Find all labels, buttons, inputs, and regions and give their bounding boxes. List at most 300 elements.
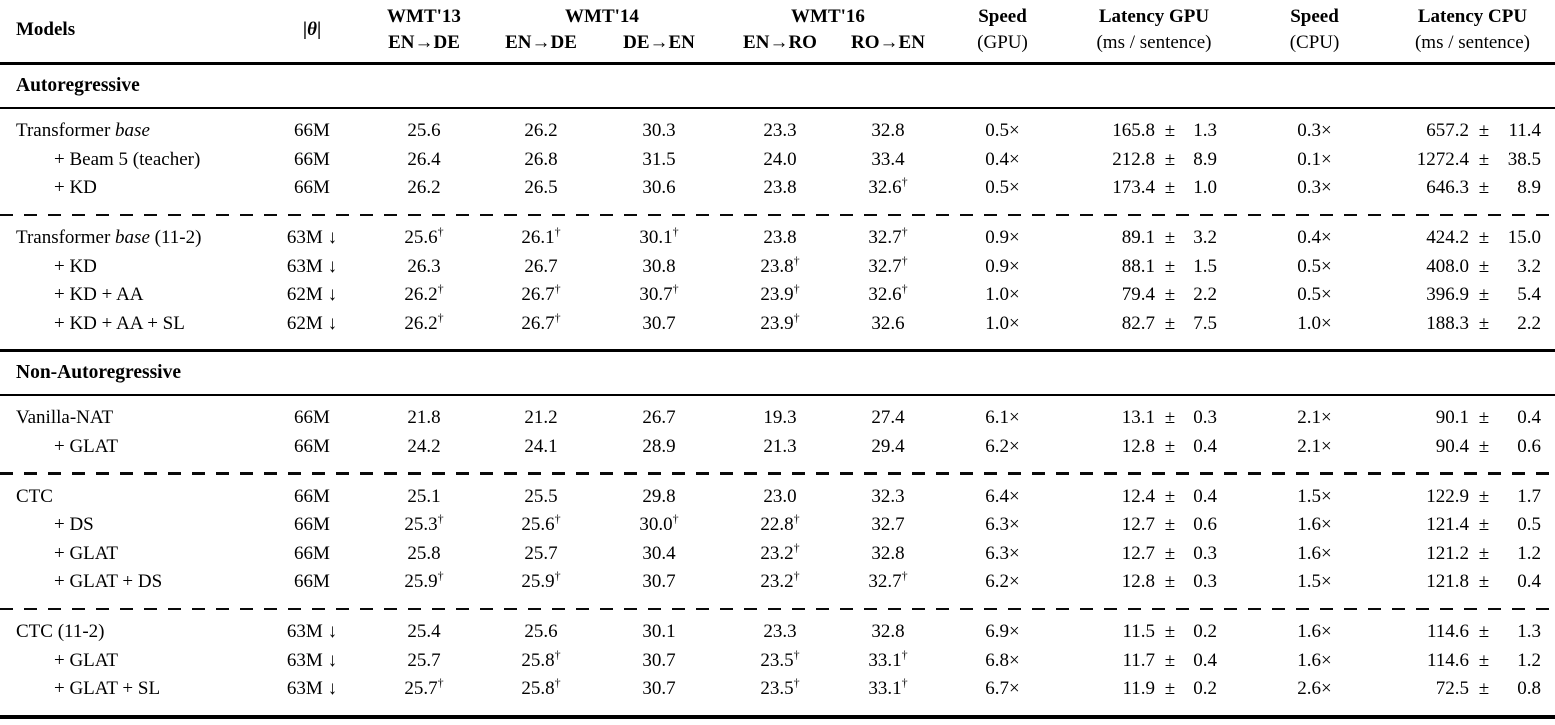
row-group [0,475,1555,608]
table-row [0,281,1555,310]
bleu-wmt13-en-de-cell: 25.4 [407,621,441,643]
bleu-wmt14-de-en-cell: 30.7 [642,678,676,700]
latency-cpu-cell [1390,284,1555,306]
latency-value: 408.0 [1426,255,1469,277]
bleu-wmt16-ro-en-cell: 32.6† [868,281,908,306]
model-cell: Transformer base [16,120,150,142]
bleu-wmt16-ro-en-cell: 32.8 [871,542,905,564]
dagger-mark: † [437,310,444,325]
dagger-mark: † [554,281,561,296]
bleu-wmt16-en-ro-cell: 23.8 [763,177,797,199]
latency-value: 11.9 [1122,678,1155,700]
param-count-cell: 66M [294,407,330,429]
latency-cpu-cell [1390,149,1555,171]
dagger-mark: † [901,253,908,268]
bleu-wmt14-de-en-cell: 30.7 [642,571,676,593]
dagger-mark: † [554,511,561,526]
latency-value: 396.9 [1426,284,1469,306]
col-header-models: Models [16,19,76,40]
param-count-cell: 62M ↓ [286,312,338,334]
bleu-wmt16-en-ro-cell: 23.8 [763,227,797,249]
param-count-cell: 66M [294,542,330,564]
speed-cpu-cell: 2.6× [1297,678,1332,700]
table-row [0,568,1555,597]
subcol-header-wmt16-en-ro: EN→RO [743,32,817,53]
dagger-mark: † [437,281,444,296]
latency-stddev: 1.5 [1193,255,1217,277]
subcol-header-wmt14-en-de: EN→DE [505,32,577,53]
bleu-wmt14-en-de-cell: 24.1 [524,435,558,457]
latency-value: 657.2 [1426,120,1469,142]
table-row [0,146,1555,175]
bleu-wmt14-en-de-cell: 26.7† [521,281,561,306]
model-cell: + GLAT + SL [54,678,161,700]
plus-minus-sign: ± [1478,678,1490,700]
param-count-cell: 66M [294,514,330,536]
section-header-autoregressive: Autoregressive [16,75,140,96]
latency-cpu-cell [1390,571,1555,593]
dagger-mark: † [554,310,561,325]
speed-cpu-cell: 0.3× [1297,120,1332,142]
row-group [0,610,1555,715]
bleu-wmt16-en-ro-cell: 23.5† [760,647,800,671]
latency-value: 165.8 [1112,120,1155,142]
dagger-mark: † [437,675,444,690]
param-count-cell: 62M ↓ [286,284,338,306]
param-count-cell: 66M [294,148,330,170]
bleu-wmt14-en-de-cell: 25.6 [524,621,558,643]
latency-gpu-cell [1069,621,1239,643]
bleu-wmt16-ro-en-cell: 29.4 [871,435,905,457]
latency-value: 90.4 [1435,435,1469,457]
subcol-header-wmt14-de-en: DE→EN [623,32,695,53]
latency-stddev: 2.2 [1517,312,1541,334]
bleu-wmt16-ro-en-cell: 32.7 [871,514,905,536]
bleu-wmt14-en-de-cell: 26.2 [524,120,558,142]
row-group [0,396,1555,472]
latency-value: 88.1 [1121,255,1155,277]
bleu-wmt16-en-ro-cell: 19.3 [763,407,797,429]
latency-gpu-cell [1069,256,1239,278]
model-cell: Vanilla-NAT [16,407,114,429]
speed-gpu-cell: 0.4× [985,148,1020,170]
speed-gpu-cell: 6.8× [985,649,1020,671]
dagger-mark: † [793,310,800,325]
bleu-wmt16-en-ro-cell: 23.9† [760,310,800,334]
model-cell: + KD [54,177,97,199]
table-row [0,483,1555,512]
bleu-wmt13-en-de-cell: 25.6† [404,224,444,249]
latency-gpu-cell [1069,571,1239,593]
bleu-wmt16-en-ro-cell: 23.9† [760,281,800,306]
bleu-wmt14-de-en-cell: 30.1† [639,224,679,249]
table-header [0,0,1555,62]
plus-minus-sign: ± [1164,542,1176,564]
col-header-speed-gpu-sub: (GPU) [977,32,1028,53]
col-header-latency-cpu-sub: (ms / sentence) [1414,32,1530,53]
speed-gpu-cell: 6.3× [985,514,1020,536]
table-row [0,618,1555,647]
table-row [0,253,1555,282]
model-cell: CTC [16,485,53,507]
latency-cpu-cell [1390,486,1555,508]
latency-cpu-cell [1390,120,1555,142]
latency-gpu-cell [1069,177,1239,199]
bleu-wmt16-ro-en-cell: 32.6 [871,312,905,334]
bleu-wmt13-en-de-cell: 25.7† [404,675,444,700]
latency-stddev: 0.8 [1517,678,1541,700]
speed-cpu-cell: 0.5× [1297,255,1332,277]
table-row [0,174,1555,203]
speed-gpu-cell: 0.9× [985,227,1020,249]
param-bar-right: | [316,19,322,40]
latency-cpu-cell [1390,650,1555,672]
dagger-mark: † [554,647,561,662]
col-header-speed-cpu: Speed [1290,6,1339,27]
speed-gpu-cell: 6.2× [985,435,1020,457]
bleu-wmt13-en-de-cell: 26.2† [404,310,444,334]
bleu-wmt16-ro-en-cell: 32.8 [871,120,905,142]
latency-stddev: 0.4 [1193,649,1217,671]
bleu-wmt13-en-de-cell: 25.3† [404,511,444,536]
latency-stddev: 2.2 [1193,284,1217,306]
table-row [0,117,1555,146]
latency-stddev: 1.2 [1517,649,1541,671]
bleu-wmt13-en-de-cell: 21.8 [407,407,441,429]
col-header-latency-gpu: Latency GPU [1098,6,1210,27]
plus-minus-sign: ± [1164,514,1176,536]
bleu-wmt16-ro-en-cell: 32.7† [868,224,908,249]
latency-gpu-cell [1069,678,1239,700]
col-header-latency-gpu-sub: (ms / sentence) [1096,32,1212,53]
table-body [0,65,1555,715]
latency-cpu-cell [1390,177,1555,199]
bleu-wmt13-en-de-cell: 24.2 [407,435,441,457]
table-row [0,675,1555,704]
speed-gpu-cell: 6.7× [985,678,1020,700]
latency-stddev: 0.3 [1193,542,1217,564]
bleu-wmt14-de-en-cell: 28.9 [642,435,676,457]
plus-minus-sign: ± [1164,284,1176,306]
speed-cpu-cell: 1.5× [1297,571,1332,593]
row-group [0,216,1555,349]
bleu-wmt14-en-de-cell: 25.9† [521,568,561,593]
bleu-wmt14-en-de-cell: 21.2 [524,407,558,429]
bleu-wmt14-de-en-cell: 30.0† [639,511,679,536]
latency-stddev: 7.5 [1193,312,1217,334]
table-row [0,404,1555,433]
bleu-wmt13-en-de-cell: 25.6 [407,120,441,142]
col-header-param [260,19,364,41]
latency-value: 12.4 [1121,485,1155,507]
bleu-wmt13-en-de-cell: 26.4 [407,148,441,170]
latency-stddev: 15.0 [1507,227,1541,249]
bleu-wmt14-en-de-cell: 25.8† [521,675,561,700]
latency-stddev: 0.3 [1193,407,1217,429]
subcol-header-wmt16-ro-en: RO→EN [851,32,925,53]
plus-minus-sign: ± [1478,227,1490,249]
latency-value: 122.9 [1426,485,1469,507]
plus-minus-sign: ± [1478,284,1490,306]
table-row [0,310,1555,339]
bleu-wmt16-en-ro-cell: 23.0 [763,485,797,507]
bleu-wmt16-ro-en-cell: 33.1† [868,647,908,671]
latency-stddev: 1.7 [1517,485,1541,507]
plus-minus-sign: ± [1164,435,1176,457]
dagger-mark: † [901,224,908,239]
model-cell: Transformer base (11-2) [16,227,202,249]
latency-stddev: 1.2 [1517,542,1541,564]
latency-value: 1272.4 [1416,148,1469,170]
latency-value: 646.3 [1426,177,1469,199]
model-variant-italic: base [115,120,150,142]
table-row [0,540,1555,569]
table-row [0,511,1555,540]
dagger-mark: † [672,511,679,526]
bleu-wmt16-ro-en-cell: 32.7† [868,568,908,593]
bleu-wmt14-en-de-cell: 26.7† [521,310,561,334]
bleu-wmt14-de-en-cell: 30.1 [642,621,676,643]
speed-cpu-cell: 0.1× [1297,148,1332,170]
latency-value: 12.7 [1121,542,1155,564]
dagger-mark: † [793,647,800,662]
param-count-cell: 63M ↓ [286,227,338,249]
bleu-wmt16-ro-en-cell: 27.4 [871,407,905,429]
dagger-mark: † [437,511,444,526]
model-cell: CTC (11-2) [16,621,105,643]
latency-value: 121.4 [1426,514,1469,536]
bleu-wmt14-de-en-cell: 30.6 [642,177,676,199]
bleu-wmt14-de-en-cell: 29.8 [642,485,676,507]
speed-gpu-cell: 0.5× [985,120,1020,142]
latency-cpu-cell [1390,227,1555,249]
bleu-wmt16-ro-en-cell: 33.4 [871,148,905,170]
bleu-wmt13-en-de-cell: 26.3 [407,255,441,277]
latency-value: 72.5 [1435,678,1469,700]
bleu-wmt16-en-ro-cell: 23.2† [760,540,800,564]
speed-gpu-cell: 0.5× [985,177,1020,199]
latency-stddev: 0.4 [1193,485,1217,507]
latency-stddev: 0.4 [1517,407,1541,429]
latency-stddev: 1.3 [1517,621,1541,643]
dagger-mark: † [672,224,679,239]
param-count-cell: 66M [294,571,330,593]
dagger-mark: † [437,224,444,239]
speed-cpu-cell: 1.6× [1297,649,1332,671]
speed-gpu-cell: 6.1× [985,407,1020,429]
plus-minus-sign: ± [1478,649,1490,671]
latency-cpu-cell [1390,407,1555,429]
plus-minus-sign: ± [1478,542,1490,564]
model-cell: + KD + AA + SL [54,312,185,334]
plus-minus-sign: ± [1478,255,1490,277]
latency-stddev: 5.4 [1517,284,1541,306]
latency-stddev: 38.5 [1507,148,1541,170]
bleu-wmt13-en-de-cell: 26.2† [404,281,444,306]
latency-gpu-cell [1069,227,1239,249]
bleu-wmt16-en-ro-cell: 23.8† [760,253,800,277]
speed-cpu-cell: 0.3× [1297,177,1332,199]
speed-cpu-cell: 0.4× [1297,227,1332,249]
dagger-mark: † [793,253,800,268]
group-header-wmt13: WMT'13 [387,6,461,27]
latency-stddev: 0.2 [1193,678,1217,700]
model-cell: + KD + AA [54,284,144,306]
model-cell: + GLAT [54,435,119,457]
table-row [0,224,1555,253]
latency-stddev: 0.3 [1193,571,1217,593]
bleu-wmt16-en-ro-cell: 23.2† [760,568,800,593]
latency-gpu-cell [1069,486,1239,508]
plus-minus-sign: ± [1164,649,1176,671]
latency-value: 12.7 [1121,514,1155,536]
plus-minus-sign: ± [1478,514,1490,536]
bleu-wmt14-de-en-cell: 30.7† [639,281,679,306]
speed-gpu-cell: 6.4× [985,485,1020,507]
plus-minus-sign: ± [1164,571,1176,593]
model-cell: + GLAT + DS [54,571,163,593]
speed-gpu-cell: 1.0× [985,284,1020,306]
dagger-mark: † [554,568,561,583]
bleu-wmt16-ro-en-cell: 33.1† [868,675,908,700]
param-count-cell: 66M [294,435,330,457]
latency-value: 12.8 [1121,571,1155,593]
speed-gpu-cell: 6.9× [985,621,1020,643]
bleu-wmt14-en-de-cell: 26.8 [524,148,558,170]
plus-minus-sign: ± [1478,621,1490,643]
speed-cpu-cell: 0.5× [1297,284,1332,306]
dagger-mark: † [672,281,679,296]
plus-minus-sign: ± [1164,148,1176,170]
latency-stddev: 0.5 [1517,514,1541,536]
model-variant-italic: base [115,227,150,249]
bleu-wmt14-de-en-cell: 31.5 [642,148,676,170]
table-row [0,647,1555,676]
bleu-wmt14-de-en-cell: 26.7 [642,407,676,429]
plus-minus-sign: ± [1478,407,1490,429]
dagger-mark: † [901,647,908,662]
latency-gpu-cell [1069,313,1239,335]
speed-gpu-cell: 6.3× [985,542,1020,564]
latency-cpu-cell [1390,256,1555,278]
plus-minus-sign: ± [1478,571,1490,593]
latency-stddev: 0.6 [1193,514,1217,536]
bleu-wmt14-en-de-cell: 25.7 [524,542,558,564]
latency-stddev: 0.2 [1193,621,1217,643]
latency-gpu-cell [1069,120,1239,142]
latency-value: 114.6 [1426,649,1469,671]
dagger-mark: † [793,568,800,583]
dagger-mark: † [437,568,444,583]
bleu-wmt16-en-ro-cell: 24.0 [763,148,797,170]
param-theta: θ [307,19,317,40]
bottom-rule [0,715,1555,719]
latency-value: 82.7 [1121,312,1155,334]
col-header-speed-gpu: Speed [978,6,1027,27]
speed-cpu-cell: 1.6× [1297,514,1332,536]
latency-value: 424.2 [1426,227,1469,249]
latency-value: 13.1 [1121,407,1155,429]
latency-cpu-cell [1390,514,1555,536]
table-row [0,433,1555,462]
bleu-wmt16-en-ro-cell: 23.5† [760,675,800,700]
latency-value: 188.3 [1426,312,1469,334]
speed-cpu-cell: 1.5× [1297,485,1332,507]
latency-stddev: 0.6 [1517,435,1541,457]
latency-value: 11.5 [1122,621,1155,643]
dagger-mark: † [554,675,561,690]
bleu-wmt16-ro-en-cell: 32.7† [868,253,908,277]
speed-cpu-cell: 1.6× [1297,621,1332,643]
group-header-wmt16: WMT'16 [791,6,865,27]
latency-cpu-cell [1390,436,1555,458]
dagger-mark: † [901,281,908,296]
dagger-mark: † [901,174,908,189]
latency-stddev: 11.4 [1508,120,1541,142]
latency-stddev: 8.9 [1193,148,1217,170]
latency-gpu-cell [1069,407,1239,429]
latency-stddev: 1.3 [1193,120,1217,142]
bleu-wmt14-de-en-cell: 30.3 [642,120,676,142]
model-cell: + GLAT [54,542,119,564]
bleu-wmt14-en-de-cell: 26.5 [524,177,558,199]
model-cell: + DS [54,514,94,536]
dagger-mark: † [554,224,561,239]
param-count-cell: 63M ↓ [286,255,338,277]
bleu-wmt16-en-ro-cell: 22.8† [760,511,800,536]
plus-minus-sign: ± [1478,435,1490,457]
bleu-wmt16-ro-en-cell: 32.8 [871,621,905,643]
latency-gpu-cell [1069,149,1239,171]
dagger-mark: † [793,281,800,296]
plus-minus-sign: ± [1164,227,1176,249]
plus-minus-sign: ± [1164,678,1176,700]
latency-cpu-cell [1390,313,1555,335]
plus-minus-sign: ± [1478,120,1490,142]
latency-value: 173.4 [1112,177,1155,199]
plus-minus-sign: ± [1164,621,1176,643]
bleu-wmt14-en-de-cell: 26.1† [521,224,561,249]
latency-value: 121.2 [1426,542,1469,564]
bleu-wmt14-en-de-cell: 25.5 [524,485,558,507]
latency-value: 121.8 [1426,571,1469,593]
bleu-wmt16-ro-en-cell: 32.3 [871,485,905,507]
param-bar-left: | [302,19,308,40]
bleu-wmt14-de-en-cell: 30.4 [642,542,676,564]
latency-value: 90.1 [1435,407,1469,429]
param-count-cell: 63M ↓ [286,678,338,700]
param-count-cell: 63M ↓ [286,649,338,671]
bleu-wmt16-en-ro-cell: 21.3 [763,435,797,457]
bleu-wmt14-en-de-cell: 26.7 [524,255,558,277]
model-cell: + Beam 5 (teacher) [54,148,201,170]
latency-stddev: 3.2 [1517,255,1541,277]
plus-minus-sign: ± [1478,148,1490,170]
param-count-cell: 66M [294,485,330,507]
model-cell: + KD [54,255,97,277]
model-cell: + GLAT [54,649,119,671]
latency-value: 89.1 [1121,227,1155,249]
group-header-wmt14: WMT'14 [565,6,639,27]
plus-minus-sign: ± [1164,407,1176,429]
bleu-wmt16-ro-en-cell: 32.6† [868,174,908,199]
latency-cpu-cell [1390,678,1555,700]
plus-minus-sign: ± [1164,485,1176,507]
latency-cpu-cell [1390,621,1555,643]
latency-value: 79.4 [1121,284,1155,306]
latency-gpu-cell [1069,436,1239,458]
section-header-non-autoregressive: Non-Autoregressive [16,362,182,383]
